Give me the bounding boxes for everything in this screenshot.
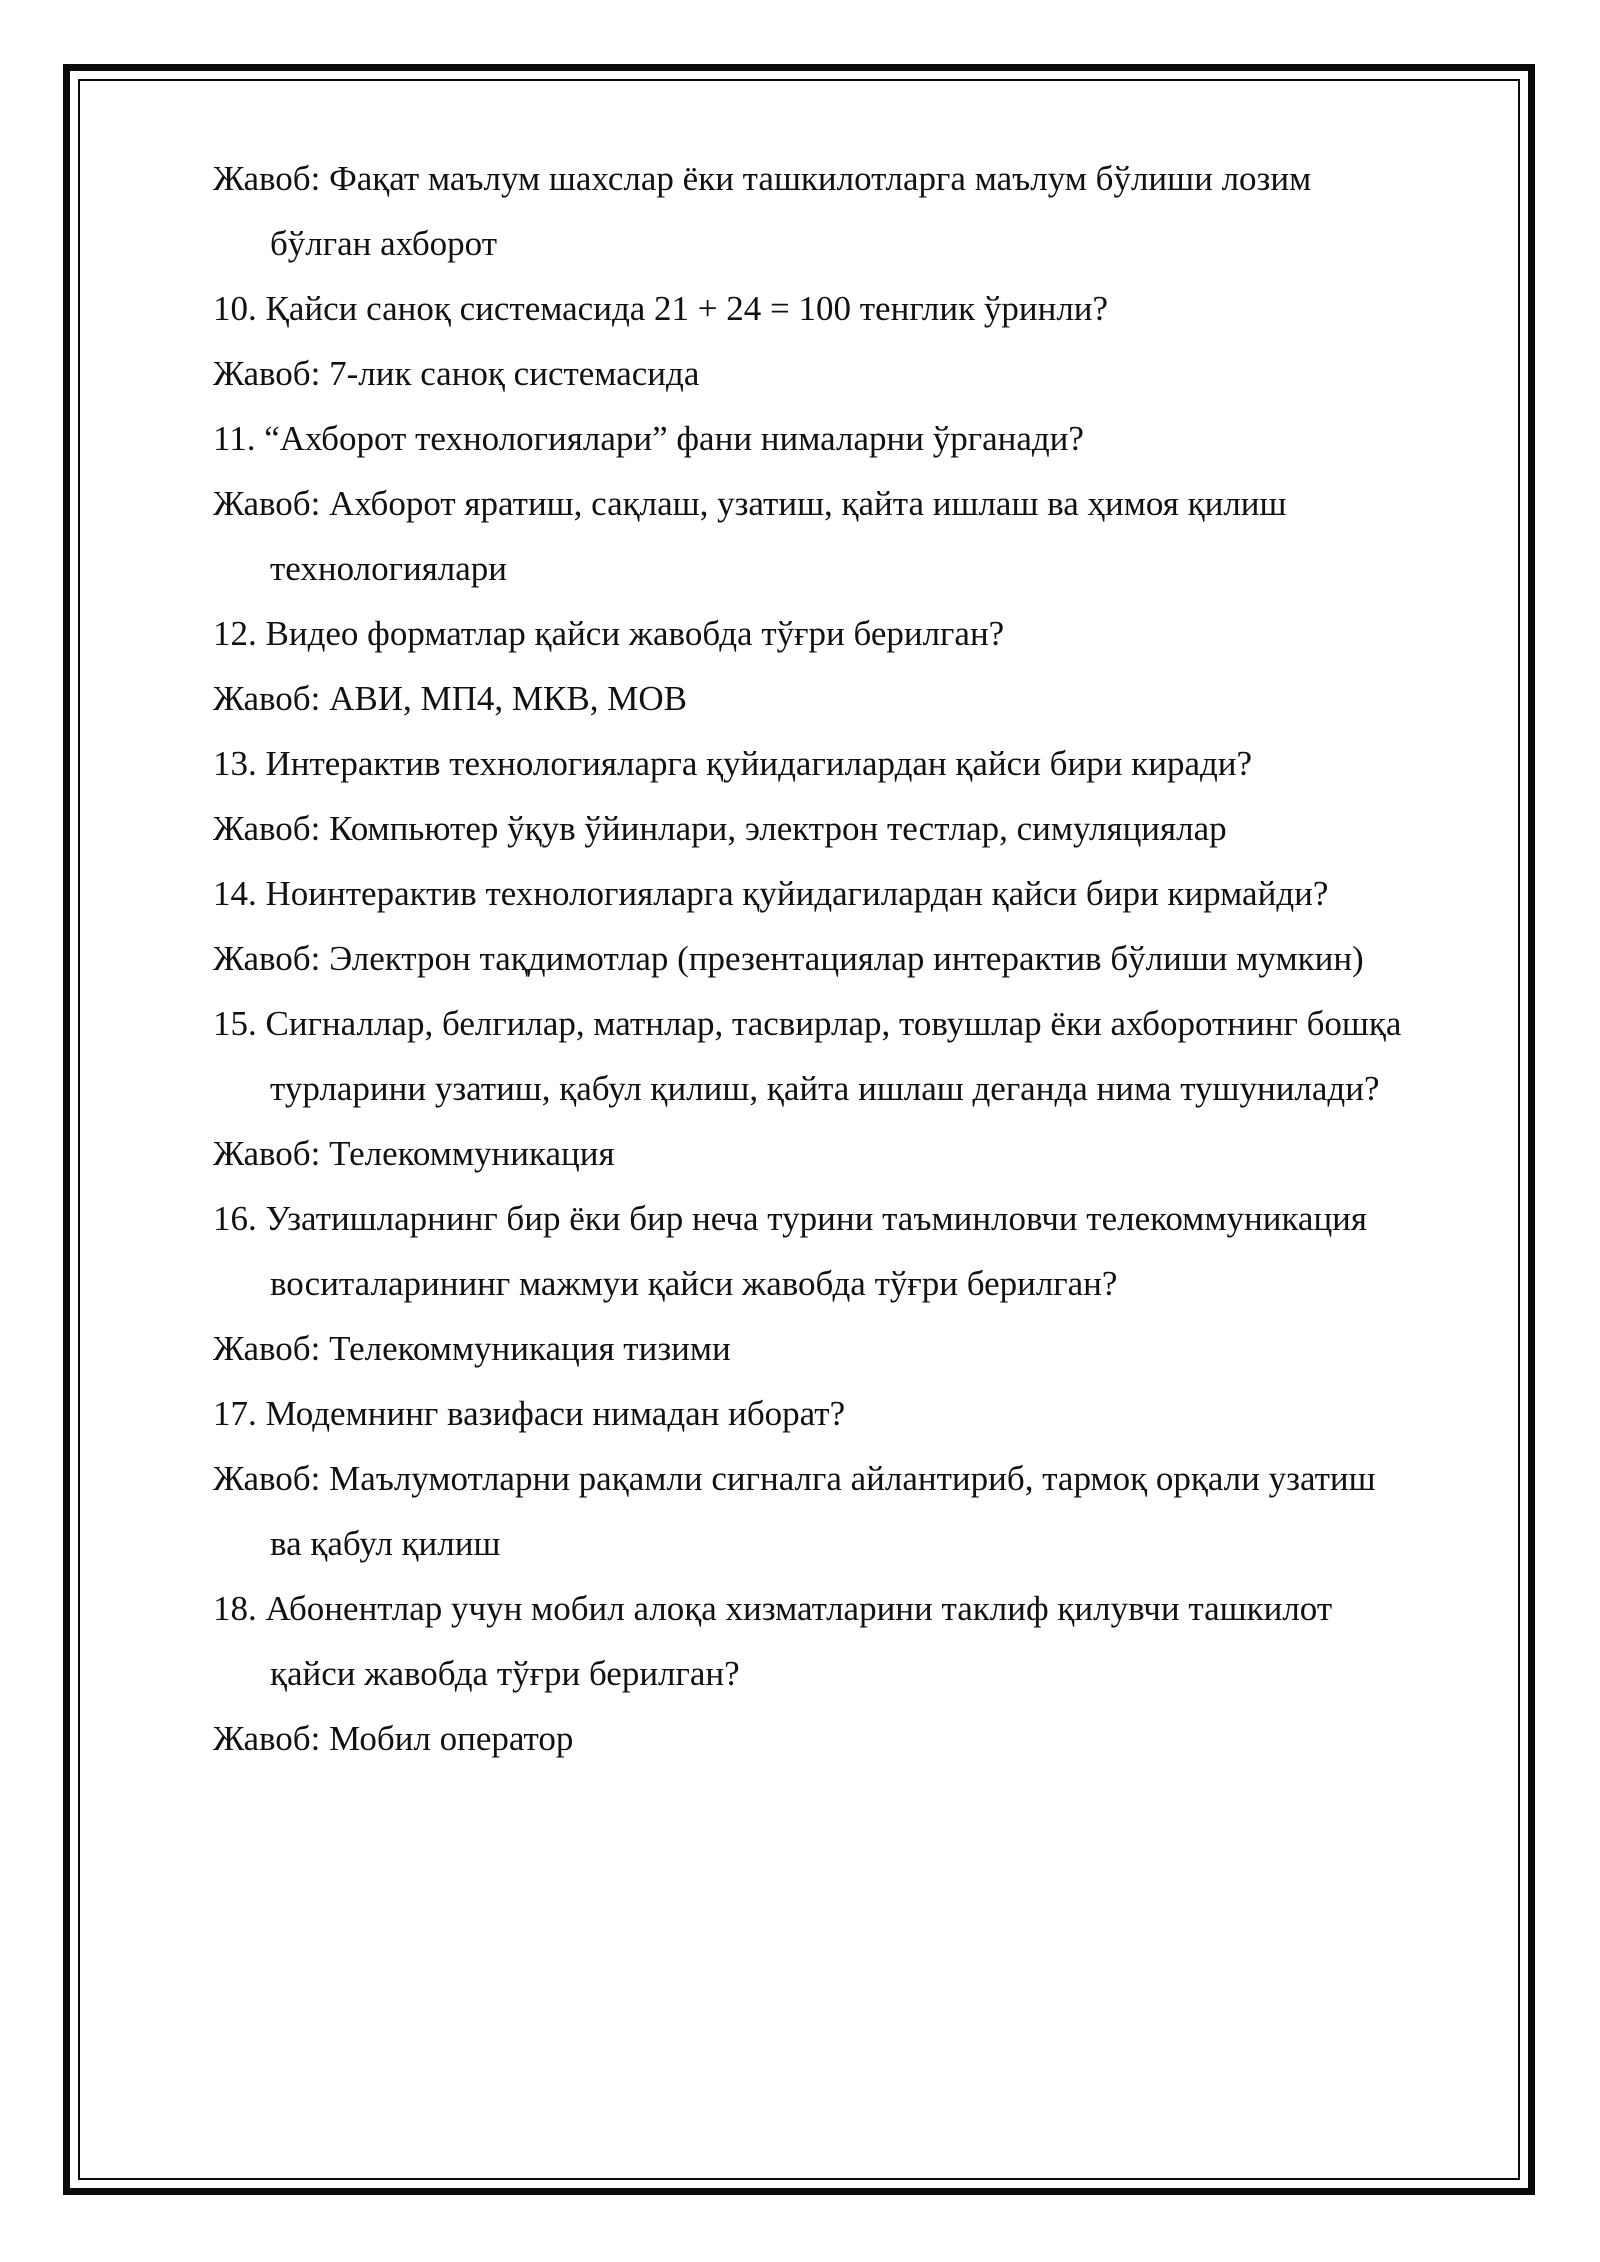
question-line: 12. Видео форматлар қайси жавобда тўғри берилган? <box>213 614 1005 653</box>
answer-line: Жавоб: Компьютер ўқув ўйинлари, электрон тестлар, симуляциялар <box>213 809 1227 848</box>
answer-line: Жавоб: Фақат маълум шахслар ёки ташкилотларга маълум бўлиши лозим бўлган ахборот <box>213 159 1312 263</box>
question-line: 14. Ноинтерактив технологияларга қуйидагилардан қайси бири кирмайди? <box>213 874 1329 913</box>
answer-line: Жавоб: Мобил оператор <box>213 1719 574 1758</box>
answer-line: Жавоб: Маълумотларни рақамли сигналга айлантириб, тармоқ орқали узатиш ва қабул қилиш <box>213 1459 1376 1563</box>
question-line: 17. Модемнинг вазифаси нимадан иборат? <box>213 1394 846 1433</box>
question-line: 11. “Ахборот технологиялари” фани нималарни ўрганади? <box>213 419 1084 458</box>
answer-line: Жавоб: 7-лик саноқ системасида <box>213 354 700 393</box>
question-line: 18. Абонентлар учун мобил алоқа хизматларини таклиф қилувчи ташкилот қайси жавобда тўғри берилган? <box>213 1589 1333 1693</box>
document-body <box>213 146 1413 1771</box>
question-line: 16. Узатишларнинг бир ёки бир неча турини таъминловчи телекоммуникация воситаларининг мажмуи қайси жавобда тўғри берилган? <box>213 1199 1368 1303</box>
question-line: 15. Сигналлар, белгилар, матнлар, тасвирлар, товушлар ёки ахборотнинг бошқа турларини узатиш, қабул қилиш, қайта ишлаш деганда нима тушунилади? <box>213 1004 1402 1108</box>
question-line: 10. Қайси саноқ системасида 21 + 24 = 100 тенглик ўринли? <box>213 289 1109 328</box>
answer-line: Жавоб: Телекоммуникация тизими <box>213 1329 731 1368</box>
answer-line: Жавоб: Электрон тақдимотлар (презентациялар интерактив бўлиши мумкин) <box>213 939 1364 978</box>
question-line: 13. Интерактив технологияларга қуйидагилардан қайси бири киради? <box>213 744 1253 783</box>
answer-line: Жавоб: Ахборот яратиш, сақлаш, узатиш, қайта ишлаш ва ҳимоя қилиш технологиялари <box>213 484 1287 588</box>
answer-line: Жавоб: Телекоммуникация <box>213 1134 615 1173</box>
answer-line: Жавоб: АВИ, МП4, МКВ, МОВ <box>213 679 687 718</box>
